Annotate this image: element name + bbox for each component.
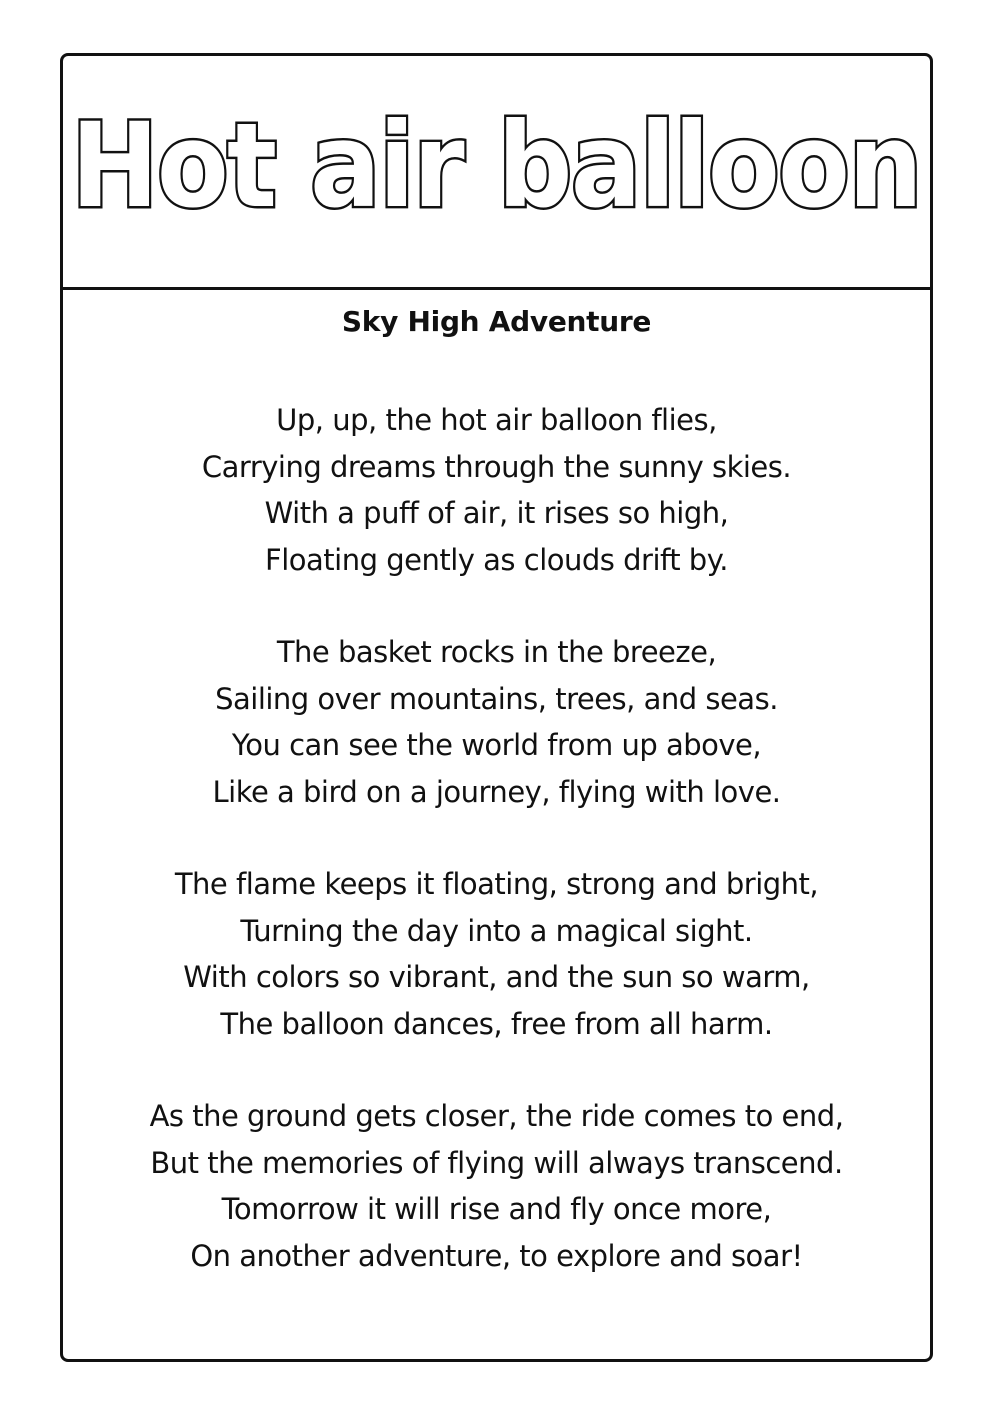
page-title: Hot air balloon — [71, 97, 922, 234]
poem-line: Sailing over mountains, trees, and seas. — [215, 681, 778, 716]
poem-line: Up, up, the hot air balloon flies, — [276, 403, 717, 437]
poem-line: The basket rocks in the breeze, — [276, 635, 717, 669]
stanza-4 — [63, 1093, 930, 1279]
poem-line: As the ground gets closer, the ride comes to end, — [149, 1099, 844, 1133]
worksheet-frame — [60, 53, 933, 1362]
poem-line: The flame keeps it floating, strong and bright, — [174, 867, 819, 901]
poem-title: Sky High Adventure — [341, 305, 652, 338]
poem-line: Floating gently as clouds drift by. — [265, 542, 728, 577]
poem-line: On another adventure, to explore and soar! — [190, 1238, 803, 1273]
stanza-2 — [63, 629, 930, 815]
poem-line: Like a bird on a journey, flying with love. — [212, 774, 781, 809]
poem-line: But the memories of flying will always transcend. — [150, 1145, 843, 1180]
poem — [63, 290, 930, 1279]
poem-line: Carrying dreams through the sunny skies. — [201, 449, 792, 484]
title-box — [63, 56, 930, 290]
stanza-1 — [63, 397, 930, 583]
poem-line: With colors so vibrant, and the sun so warm, — [183, 960, 810, 994]
poem-line: You can see the world from up above, — [231, 728, 762, 762]
poem-line: Tomorrow it will rise and fly once more, — [221, 1192, 772, 1226]
poem-line: The balloon dances, free from all harm. — [220, 1006, 773, 1041]
poem-line: With a puff of air, it rises so high, — [264, 496, 729, 530]
poem-line: Turning the day into a magical sight. — [240, 913, 753, 948]
stanza-3 — [63, 861, 930, 1047]
outlined-title — [63, 56, 930, 287]
